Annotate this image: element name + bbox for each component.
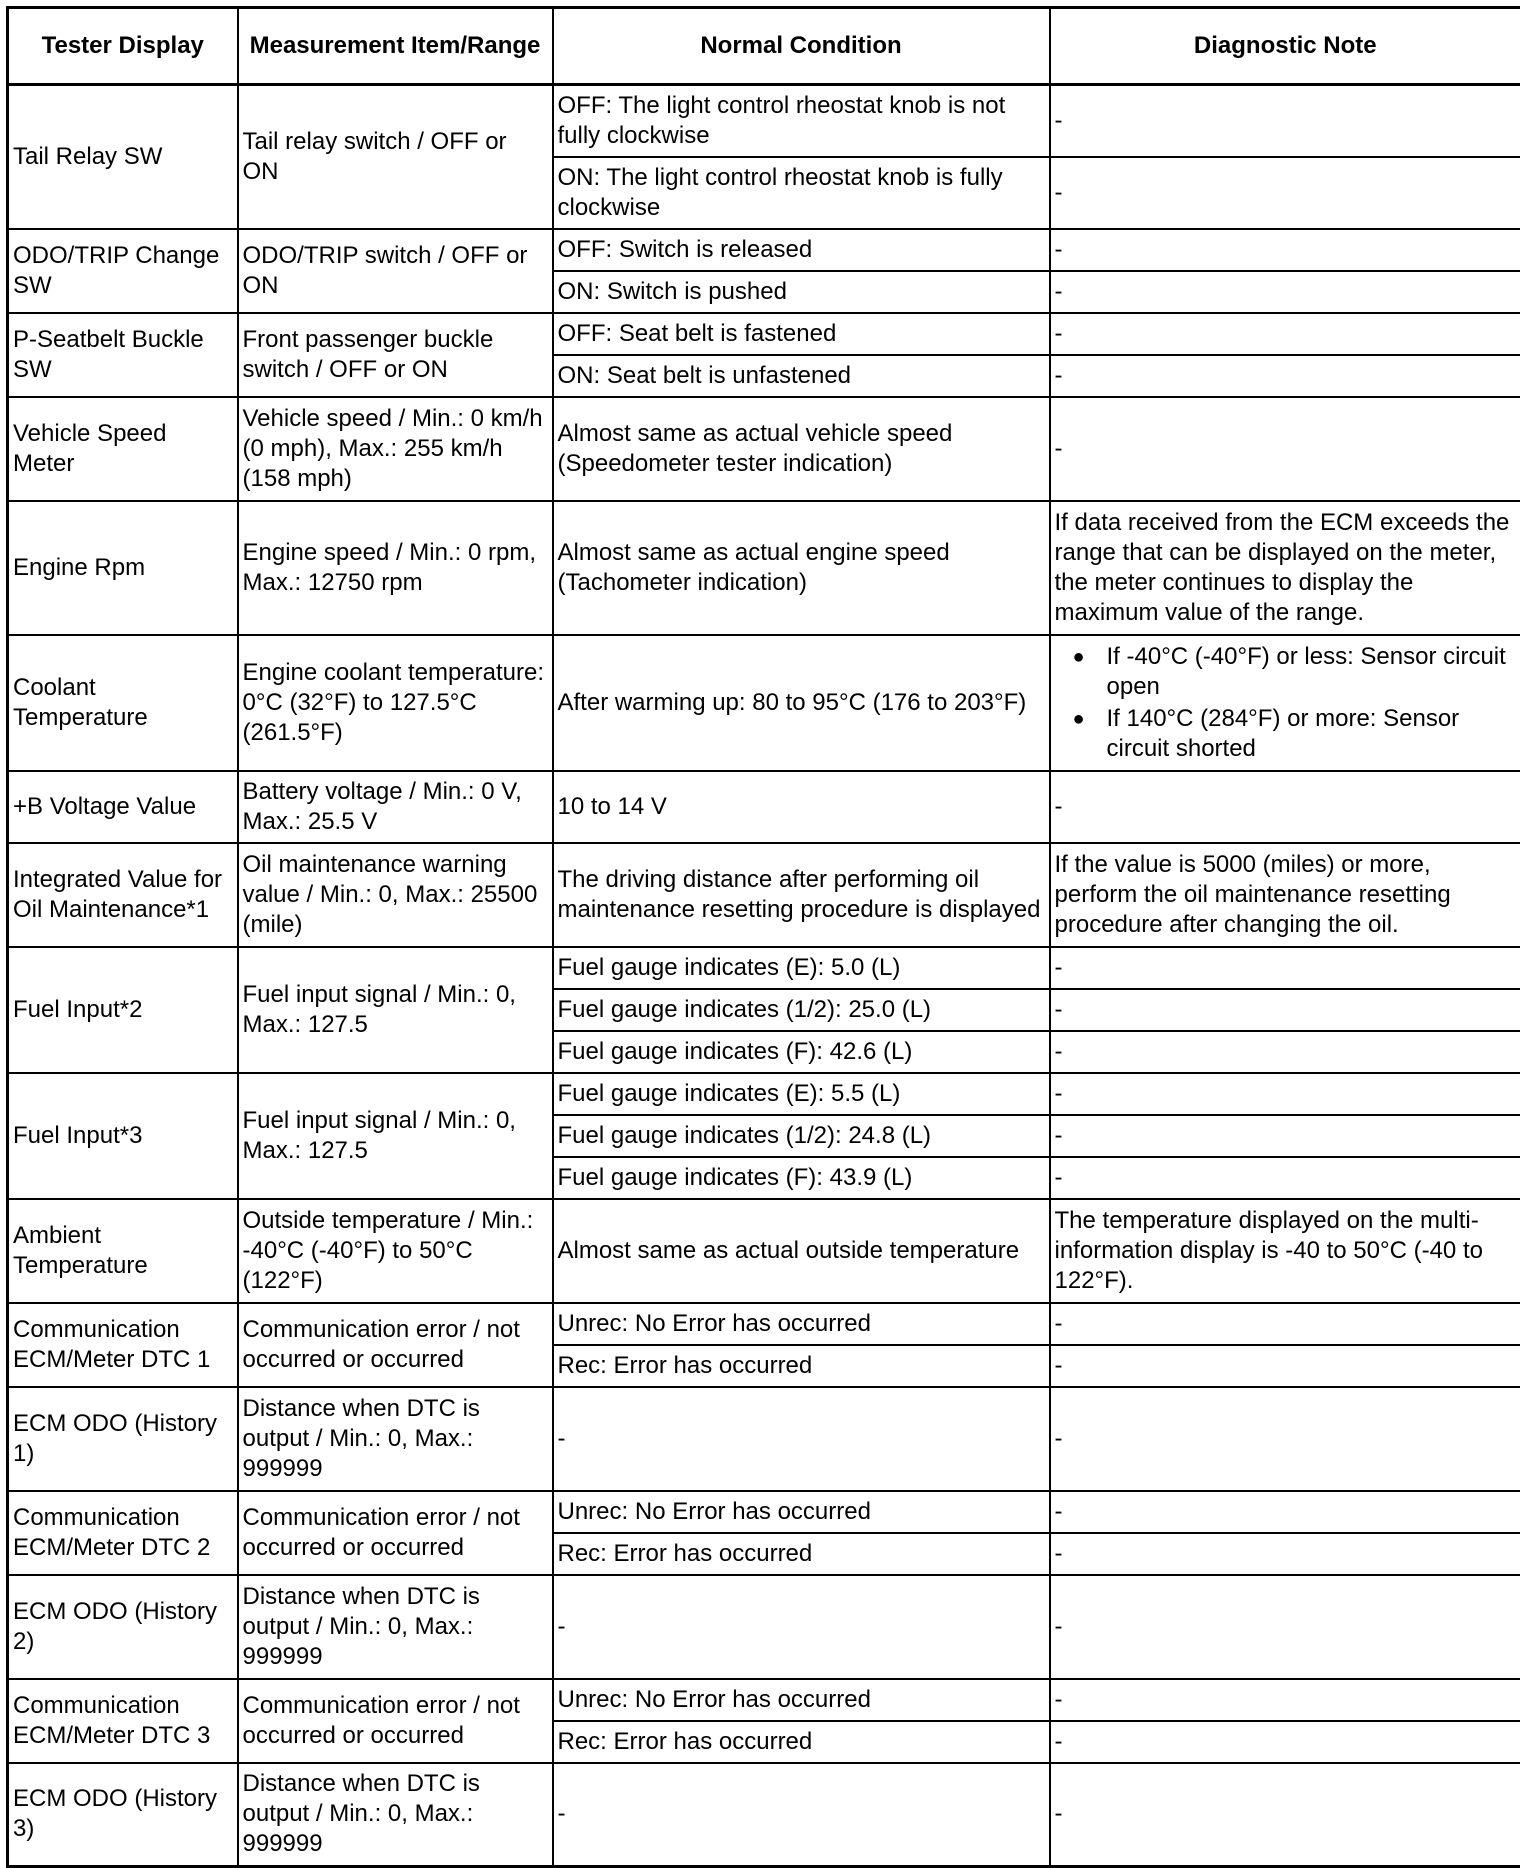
diagnostic-note-cell: - <box>1050 947 1520 989</box>
normal-condition-cell: Unrec: No Error has occurred <box>553 1679 1050 1721</box>
measurement-cell: ODO/TRIP switch / OFF or ON <box>238 229 553 313</box>
header-diagnostic-note: Diagnostic Note <box>1050 8 1520 85</box>
tester-display-cell: Communication ECM/Meter DTC 3 <box>8 1679 238 1763</box>
tester-display-cell: Fuel Input*2 <box>8 947 238 1073</box>
table-row <box>8 501 1520 635</box>
table-row <box>8 635 1520 771</box>
diagnostic-note-cell: - <box>1050 397 1520 501</box>
tester-display-cell: Coolant Temperature <box>8 635 238 771</box>
tester-display-cell: Communication ECM/Meter DTC 1 <box>8 1303 238 1387</box>
normal-condition-cell: Fuel gauge indicates (1/2): 25.0 (L) <box>553 989 1050 1031</box>
diagnostic-note-cell: - <box>1050 355 1520 397</box>
measurement-cell: Oil maintenance warning value / Min.: 0, Max.: 25500 (mile) <box>238 843 553 947</box>
measurement-cell: Engine coolant temperature: 0°C (32°F) to 127.5°C (261.5°F) <box>238 635 553 771</box>
measurement-cell: Fuel input signal / Min.: 0, Max.: 127.5 <box>238 947 553 1073</box>
table-row <box>8 1575 1520 1679</box>
normal-condition-cell: - <box>553 1575 1050 1679</box>
diagnostic-note-cell: - <box>1050 1575 1520 1679</box>
diagnostic-note-cell: - <box>1050 1721 1520 1763</box>
diagnostic-note-cell <box>1050 635 1520 771</box>
table-row <box>8 1387 1520 1491</box>
normal-condition-cell: Fuel gauge indicates (F): 42.6 (L) <box>553 1031 1050 1073</box>
normal-condition-cell: Almost same as actual outside temperature <box>553 1199 1050 1303</box>
diagnostic-note-cell: - <box>1050 1157 1520 1199</box>
diagnostic-note-cell: - <box>1050 1533 1520 1575</box>
measurement-cell: Distance when DTC is output / Min.: 0, Max.: 999999 <box>238 1387 553 1491</box>
diagnostic-note-cell: - <box>1050 229 1520 271</box>
diagnostic-note-cell: - <box>1050 1763 1520 1867</box>
normal-condition-cell: - <box>553 1387 1050 1491</box>
normal-condition-cell: ON: The light control rheostat knob is fully clockwise <box>553 157 1050 229</box>
normal-condition-cell: Fuel gauge indicates (E): 5.5 (L) <box>553 1073 1050 1115</box>
tester-display-cell: Integrated Value for Oil Maintenance*1 <box>8 843 238 947</box>
tester-display-cell: Engine Rpm <box>8 501 238 635</box>
diagnostic-note-cell: If the value is 5000 (miles) or more, perform the oil maintenance resetting procedure after changing the oil. <box>1050 843 1520 947</box>
table-row <box>8 1303 1520 1345</box>
measurement-cell: Front passenger buckle switch / OFF or ON <box>238 313 553 397</box>
normal-condition-cell: OFF: The light control rheostat knob is not fully clockwise <box>553 85 1050 157</box>
table-row <box>8 313 1520 355</box>
table-row <box>8 843 1520 947</box>
normal-condition-cell: OFF: Seat belt is fastened <box>553 313 1050 355</box>
table-row <box>8 397 1520 501</box>
measurement-cell: Distance when DTC is output / Min.: 0, Max.: 999999 <box>238 1575 553 1679</box>
diagnostic-note-cell: - <box>1050 1115 1520 1157</box>
normal-condition-cell: Rec: Error has occurred <box>553 1345 1050 1387</box>
normal-condition-cell: ON: Switch is pushed <box>553 271 1050 313</box>
diagnostic-note-list <box>1055 642 1517 764</box>
tester-display-cell: Communication ECM/Meter DTC 2 <box>8 1491 238 1575</box>
diagnostic-note-cell: - <box>1050 1345 1520 1387</box>
header-row <box>8 8 1520 85</box>
diagnostic-note-cell: - <box>1050 157 1520 229</box>
measurement-cell: Communication error / not occurred or occurred <box>238 1679 553 1763</box>
normal-condition-cell: Unrec: No Error has occurred <box>553 1491 1050 1533</box>
diagnostic-note-cell: - <box>1050 1031 1520 1073</box>
normal-condition-cell: Almost same as actual engine speed (Tachometer indication) <box>553 501 1050 635</box>
diagnostic-note-cell: - <box>1050 271 1520 313</box>
table-row <box>8 1679 1520 1721</box>
measurement-cell: Outside temperature / Min.: -40°C (-40°F) to 50°C (122°F) <box>238 1199 553 1303</box>
diagnostic-note-cell: - <box>1050 1491 1520 1533</box>
diagnostic-note-cell: - <box>1050 313 1520 355</box>
normal-condition-cell: Fuel gauge indicates (1/2): 24.8 (L) <box>553 1115 1050 1157</box>
diagnostic-note-cell: If data received from the ECM exceeds the range that can be displayed on the meter, the meter continues to display the maximum value of the range. <box>1050 501 1520 635</box>
tester-display-cell: P-Seatbelt Buckle SW <box>8 313 238 397</box>
normal-condition-cell: ON: Seat belt is unfastened <box>553 355 1050 397</box>
normal-condition-cell: The driving distance after performing oil maintenance resetting procedure is displayed <box>553 843 1050 947</box>
table-row <box>8 85 1520 157</box>
table-row <box>8 1199 1520 1303</box>
diagnostic-note-cell: - <box>1050 1387 1520 1491</box>
tester-display-cell: Vehicle Speed Meter <box>8 397 238 501</box>
tester-display-cell: ECM ODO (History 1) <box>8 1387 238 1491</box>
diagnostic-note-cell: - <box>1050 85 1520 157</box>
diagnostic-note-cell: - <box>1050 1303 1520 1345</box>
measurement-cell: Distance when DTC is output / Min.: 0, Max.: 999999 <box>238 1763 553 1867</box>
diagnostic-note-cell: - <box>1050 771 1520 843</box>
table-row <box>8 1763 1520 1867</box>
tester-display-cell: +B Voltage Value <box>8 771 238 843</box>
diagnostic-note-cell: - <box>1050 1073 1520 1115</box>
measurement-cell: Battery voltage / Min.: 0 V, Max.: 25.5 V <box>238 771 553 843</box>
diagnostic-note-cell: - <box>1050 1679 1520 1721</box>
normal-condition-cell: 10 to 14 V <box>553 771 1050 843</box>
normal-condition-cell: - <box>553 1763 1050 1867</box>
measurement-cell: Communication error / not occurred or occurred <box>238 1303 553 1387</box>
normal-condition-cell: Rec: Error has occurred <box>553 1721 1050 1763</box>
tester-display-cell: ECM ODO (History 2) <box>8 1575 238 1679</box>
measurement-cell: Communication error / not occurred or occurred <box>238 1491 553 1575</box>
diagnostic-note-cell: - <box>1050 989 1520 1031</box>
tester-display-cell: Ambient Temperature <box>8 1199 238 1303</box>
table-row <box>8 1491 1520 1533</box>
measurement-cell: Fuel input signal / Min.: 0, Max.: 127.5 <box>238 1073 553 1199</box>
diagnostic-note-cell: The temperature displayed on the multi-information display is -40 to 50°C (-40 to 122°F). <box>1050 1199 1520 1303</box>
header-measurement: Measurement Item/Range <box>238 8 553 85</box>
table-row <box>8 1073 1520 1115</box>
tester-display-cell: ECM ODO (History 3) <box>8 1763 238 1867</box>
diagnostic-note-item: ● If 140°C (284°F) or more: Sensor circuit shorted <box>1107 704 1517 764</box>
normal-condition-cell: After warming up: 80 to 95°C (176 to 203°F) <box>553 635 1050 771</box>
measurement-cell: Vehicle speed / Min.: 0 km/h (0 mph), Max.: 255 km/h (158 mph) <box>238 397 553 501</box>
normal-condition-cell: Almost same as actual vehicle speed (Speedometer tester indication) <box>553 397 1050 501</box>
measurement-cell: Engine speed / Min.: 0 rpm, Max.: 12750 rpm <box>238 501 553 635</box>
tester-display-cell: Tail Relay SW <box>8 85 238 229</box>
normal-condition-cell: Unrec: No Error has occurred <box>553 1303 1050 1345</box>
data-table <box>6 6 1520 1868</box>
normal-condition-cell: Fuel gauge indicates (E): 5.0 (L) <box>553 947 1050 989</box>
table-row <box>8 947 1520 989</box>
tester-display-cell: ODO/TRIP Change SW <box>8 229 238 313</box>
normal-condition-cell: Fuel gauge indicates (F): 43.9 (L) <box>553 1157 1050 1199</box>
table-row <box>8 229 1520 271</box>
tester-display-cell: Fuel Input*3 <box>8 1073 238 1199</box>
table-row <box>8 771 1520 843</box>
header-tester-display: Tester Display <box>8 8 238 85</box>
header-normal-condition: Normal Condition <box>553 8 1050 85</box>
measurement-cell: Tail relay switch / OFF or ON <box>238 85 553 229</box>
diagnostic-note-item: ● If -40°C (-40°F) or less: Sensor circuit open <box>1107 642 1517 702</box>
normal-condition-cell: OFF: Switch is released <box>553 229 1050 271</box>
normal-condition-cell: Rec: Error has occurred <box>553 1533 1050 1575</box>
